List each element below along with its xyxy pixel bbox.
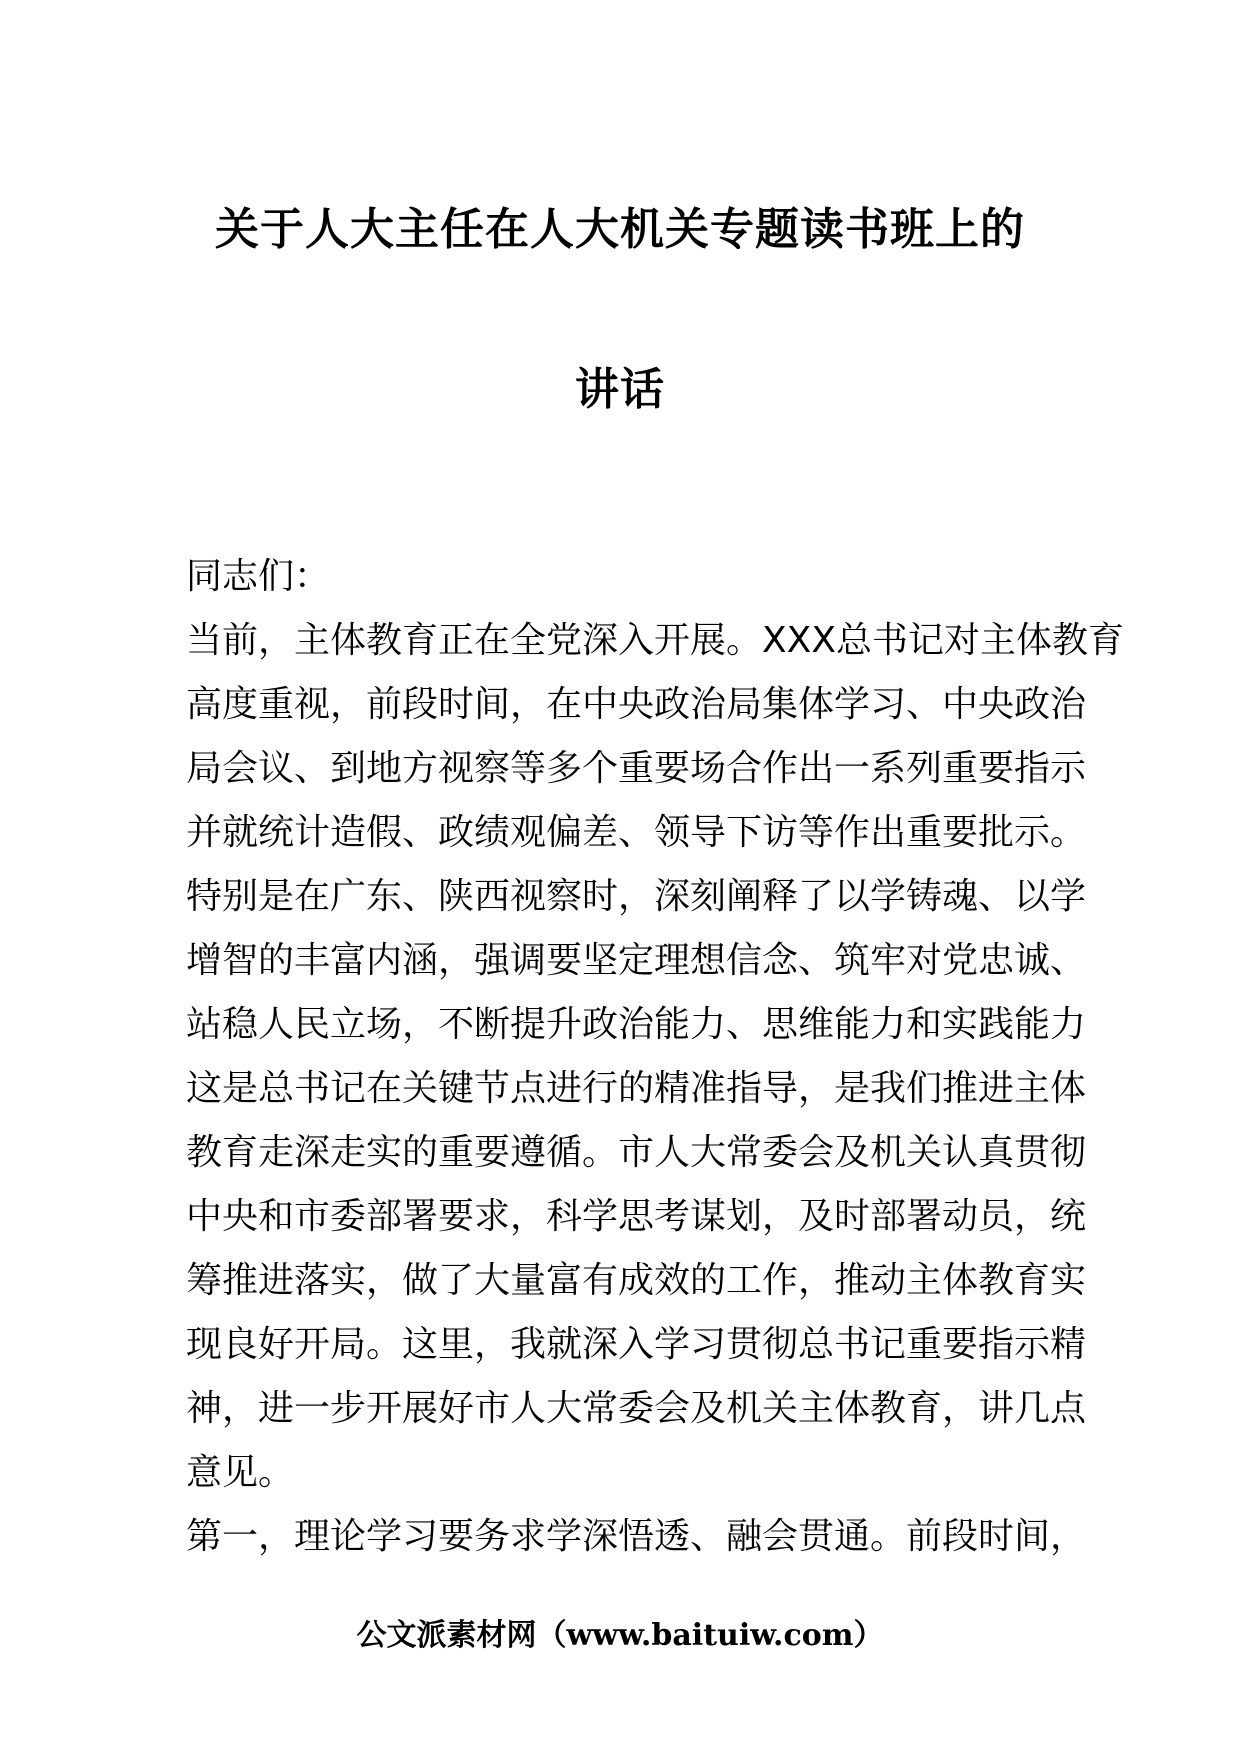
body-text-line: 筹推进落实，做了大量富有成效的工作，推动主体教育实 [186, 1260, 1087, 1301]
body-text-line: 站稳人民立场，不断提升政治能力、思维能力和实践能力 [186, 1004, 1087, 1045]
body-text-line: 中央和市委部署要求，科学思考谋划，及时部署动员，统 [186, 1196, 1087, 1237]
document-body [186, 545, 1124, 1569]
body-text-line: 这是总书记在关键节点进行的精准指导，是我们推进主体 [186, 1068, 1087, 1109]
body-text-line: 特别是在广东、陕西视察时，深刻阐释了以学铸魂、以学 [186, 876, 1087, 917]
document-title-continued: 讲话 [575, 364, 665, 415]
document-title: 关于人大主任在人大机关专题读书班上的 [215, 204, 1025, 255]
body-text-line: 并就统计造假、政绩观偏差、领导下访等作出重要批示。 [186, 812, 1087, 853]
body-text-line: 增智的丰富内涵，强调要坚定理想信念、筑牢对党忠诚、 [186, 940, 1087, 981]
body-text-line: 局会议、到地方视察等多个重要场合作出一系列重要指示 [186, 748, 1087, 789]
salutation: 同志们： [186, 556, 331, 597]
watermark-footer: 公文派素材网（www.baituiw.com） [356, 1618, 884, 1653]
body-text-line: 现良好开局。这里，我就深入学习贯彻总书记重要指示精 [186, 1324, 1087, 1365]
body-text-line: 神，进一步开展好市人大常委会及机关主体教育，讲几点 [186, 1388, 1087, 1429]
body-text-line: 第一，理论学习要务求学深悟透、融会贯通。前段时间， [186, 1516, 1087, 1557]
body-text-line: 教育走深走实的重要遵循。市人大常委会及机关认真贯彻 [186, 1132, 1087, 1173]
body-text-line: 当前，主体教育正在全党深入开展。XXX总书记对主体教育 [186, 620, 1124, 661]
body-text-line: 高度重视，前段时间，在中央政治局集体学习、中央政治 [186, 684, 1087, 725]
body-text-line: 意见。 [186, 1452, 295, 1493]
